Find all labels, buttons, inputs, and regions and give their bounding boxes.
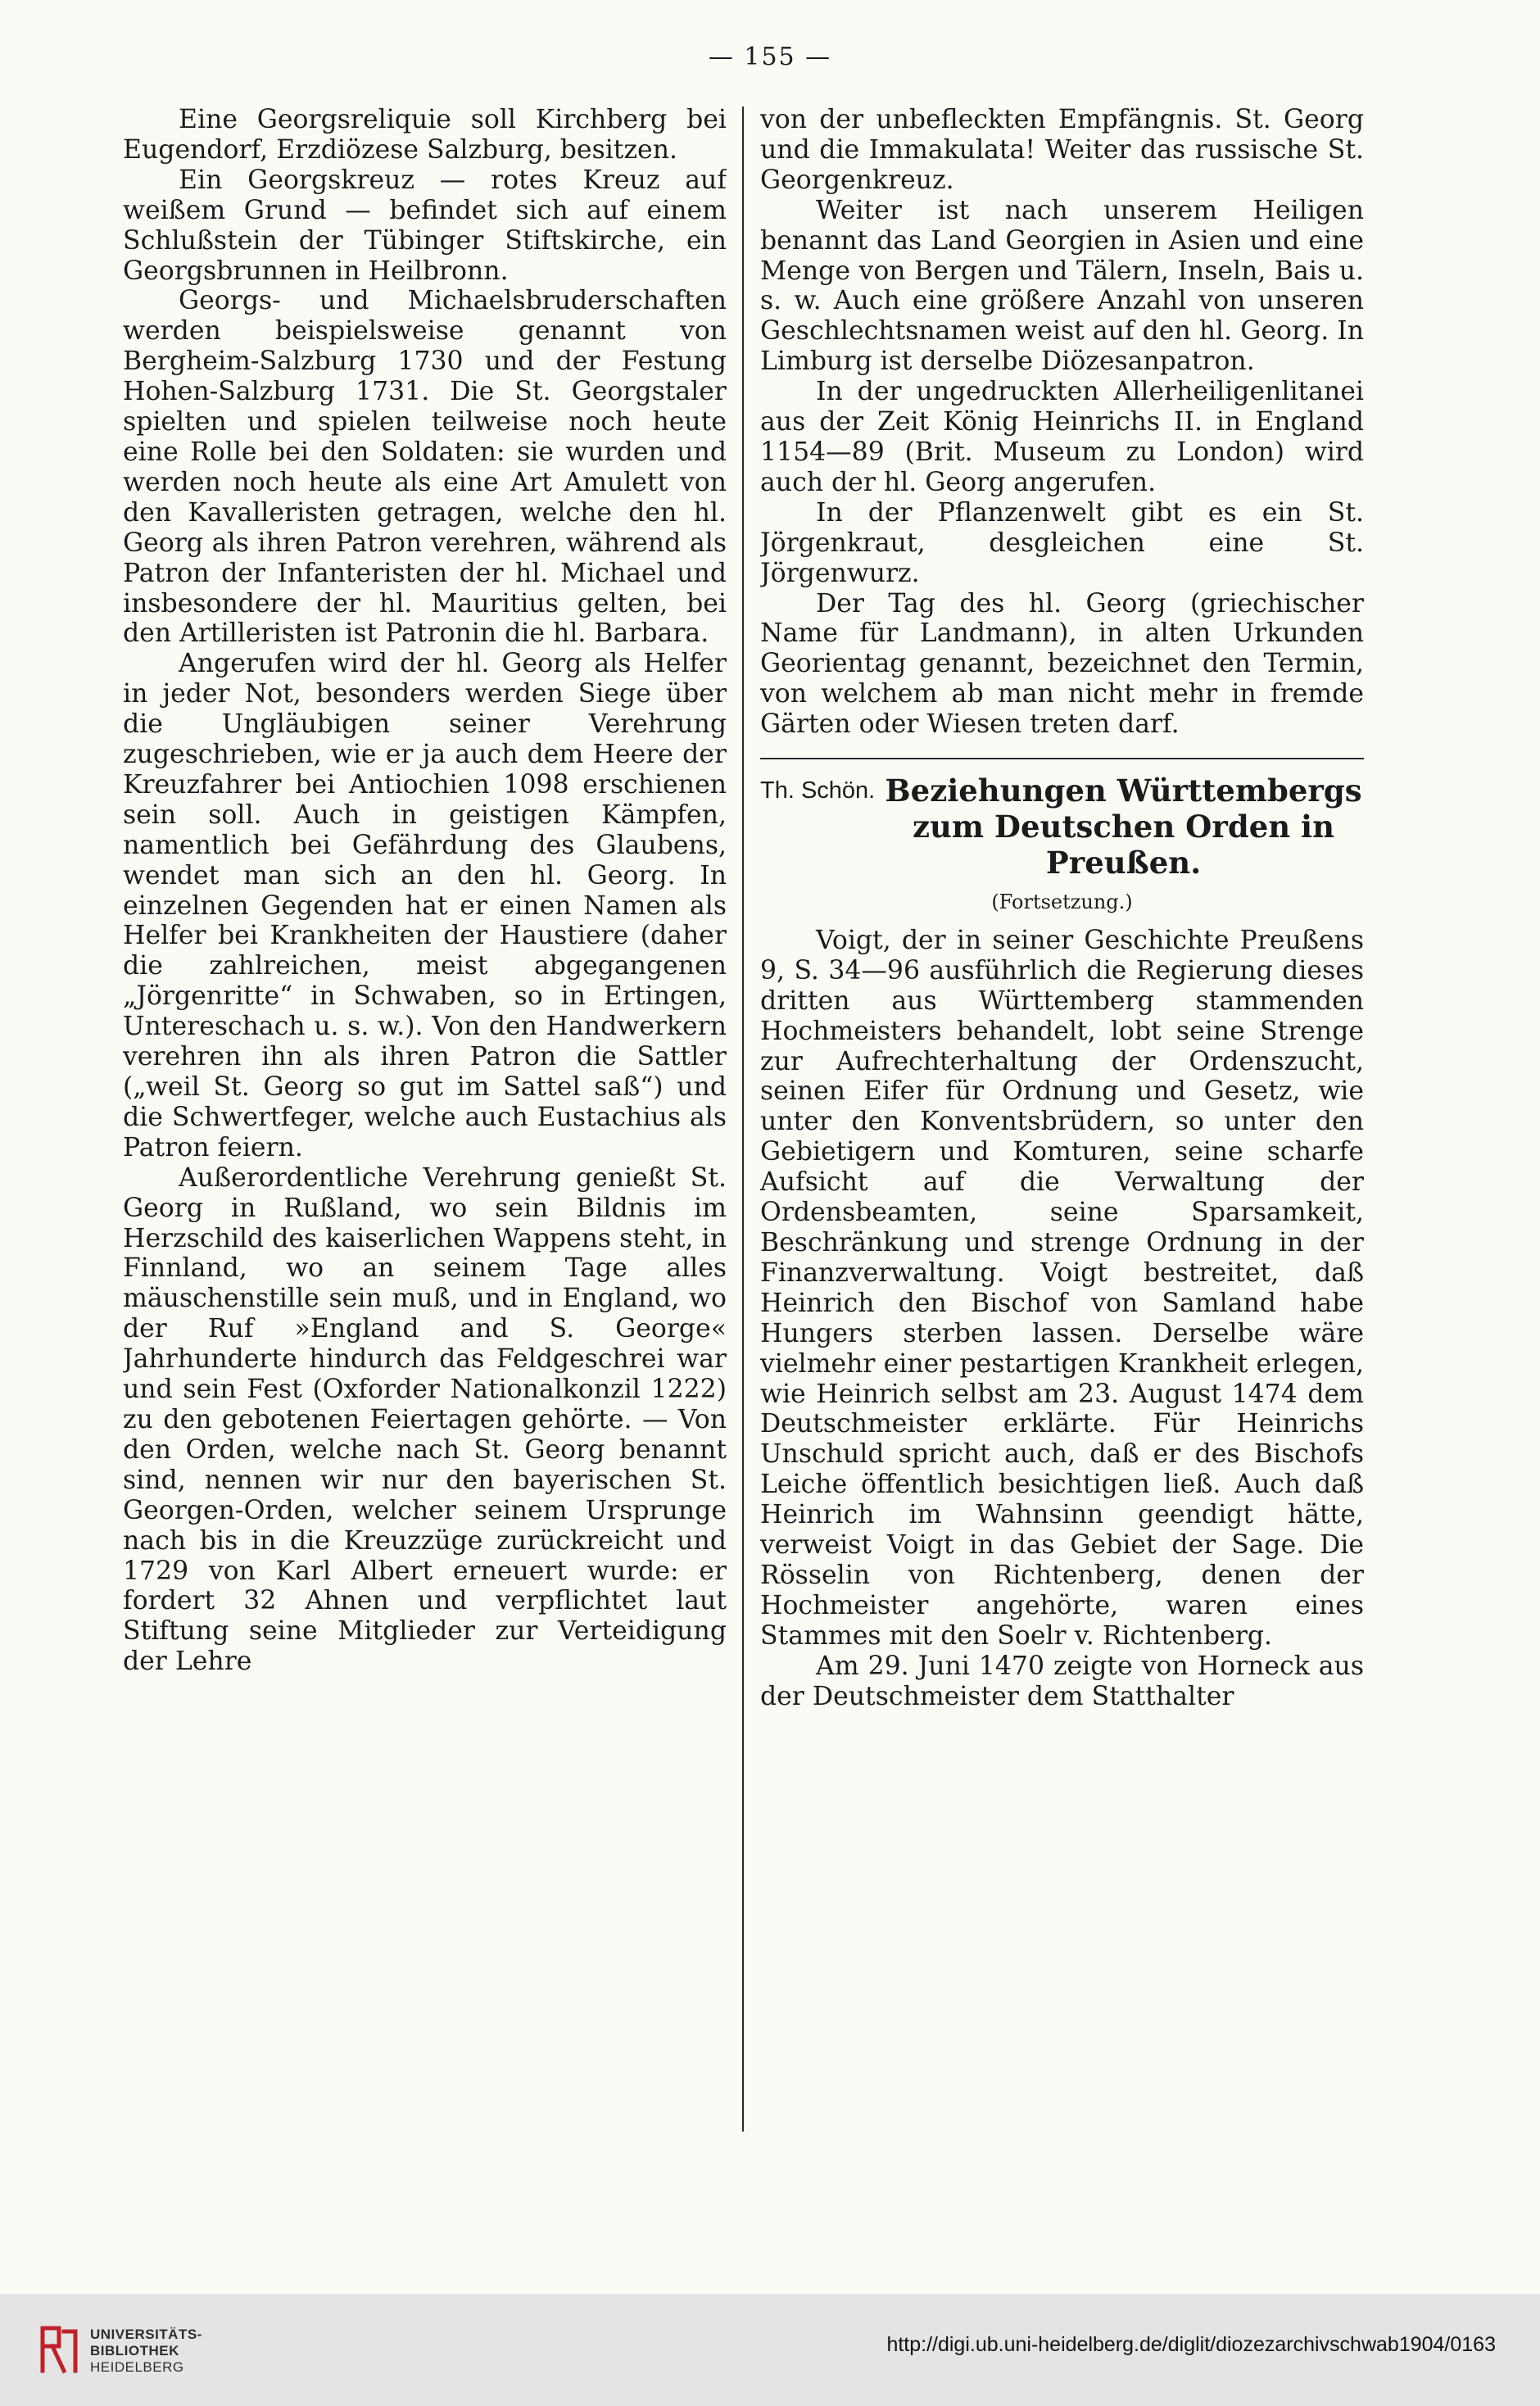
library-name-line: UNIVERSITÄTS- (90, 2327, 202, 2342)
right-column (760, 105, 1364, 2136)
paragraph: In der Pflanzenwelt gibt es ein St. Jörgenkraut, desgleichen eine St. Jörgenwurz. (760, 497, 1364, 588)
article-author: Th. Schön. (760, 777, 876, 804)
paragraph: In der ungedruckten Allerheiligenlitanei aus der Zeit König Heinrichs II. in England 1154—89 (Brit. Museum zu London) wird auch der hl. Georg angerufen. (760, 377, 1364, 497)
paragraph: von der unbefleckten Empfängnis. St. Georg und die Immakulata! Weiter das russische St. Georgenkreuz. (760, 105, 1364, 195)
column-divider (742, 106, 744, 2132)
library-name (90, 2327, 202, 2376)
footer-bar (0, 2294, 1540, 2406)
paragraph: Georgs- und Michaelsbruderschaften werden beispielsweise genannt von Bergheim-Salzburg 1730 und der Festung Hohen-Salzburg 1731. Die St. Georgstaler spielten und spielen teilweise noch heute eine Rolle bei den Soldaten: sie wurden und werden noch heute als eine Art Amulett von den Kavalleristen getragen, welche den hl. Georg als ihren Patron verehren, während als Patron der Infanteristen der hl. Michael und insbesondere der hl. Mauritius gelten, bei den Artilleristen ist Patronin die hl. Barbara. (123, 286, 727, 649)
article-continuation: (Fortsetzung.) (991, 890, 1133, 914)
library-name-line: HEIDELBERG (90, 2359, 184, 2375)
article-separator (760, 758, 1364, 759)
paragraph: Voigt, der in seiner Geschichte Preußens 9, S. 34—96 ausführlich die Regierung dieses dritten aus Württemberg stammenden Hochmeisters behandelt, lobt seine Strenge zur Aufrechterhaltung der Ordenszucht, seinen Eifer für Ordnung und Gesetz, wie unter den Konventsbrüdern, so unter den Gebietigern und Komturen, seine scharfe Aufsicht auf die Verwaltung der Ordensbeamten, seine Sparsamkeit, Beschränkung und strenge Ordnung in der Finanzverwaltung. Voigt bestreitet, daß Heinrich den Bischof von Samland habe Hungers sterben lassen. Derselbe wäre vielmehr einer pestartigen Krankheit erlegen, wie Heinrich selbst am 23. August 1474 dem Deutschmeister erklärte. Für Heinrichs Unschuld spricht auch, daß er des Bischofs Leiche öffentlich besichtigen ließ. Auch daß Heinrich im Wahnsinn geendigt hätte, verweist Voigt in das Gebiet der Sage. Die Rösselin von Richtenberg, denen der Hochmeister angehörte, waren eines Stammes mit den Soelr v. Richtenberg. (760, 925, 1364, 1651)
paragraph: Am 29. Juni 1470 zeigte von Horneck aus der Deutschmeister dem Statthalter (760, 1651, 1364, 1711)
library-logo-icon (34, 2323, 80, 2376)
source-url-link[interactable]: http://digi.ub.uni-heidelberg.de/diglit/diozezarchivschwab1904/0163 (886, 2333, 1496, 2356)
paragraph: Eine Georgsreliquie soll Kirchberg bei Eugendorf, Erzdiözese Salzburg, besitzen. (123, 105, 727, 165)
article-header (760, 773, 1364, 881)
library-name-line: BIBLIOTHEK (90, 2343, 179, 2358)
left-column (123, 105, 727, 2136)
paragraph: Weiter ist nach unserem Heiligen benannt das Land Georgien in Asien und eine Menge von Bergen und Tälern, Inseln, Bais u. s. w. Auch eine größere Anzahl von unseren Geschlechtsnamen weist auf den hl. Georg. In Limburg ist derselbe Diözesanpatron. (760, 195, 1364, 377)
paragraph: Außerordentliche Verehrung genießt St. Georg in Rußland, wo sein Bildnis im Herzschild des kaiserlichen Wappens steht, in Finnland, wo an seinem Tage alles mäuschenstille sein muß, und in England, wo der Ruf »England and S. George« Jahrhunderte hindurch das Feldgeschrei war und sein Fest (Oxforder Nationalkonzil 1222) zu den gebotenen Feiertagen gehörte. — Von den Orden, welche nach St. Georg benannt sind, nennen wir nur den bayerischen St. Georgen-Orden, welcher seinem Ursprunge nach bis in die Kreuzzüge zurückreicht und 1729 von Karl Albert erneuert wurde: er fordert 32 Ahnen und verpflichtet laut Stiftung seine Mitglieder zur Verteidigung der Lehre (123, 1162, 727, 1677)
paragraph: Ein Georgskreuz — rotes Kreuz auf weißem Grund — befindet sich auf einem Schlußstein der Tübinger Stiftskirche, ein Georgsbrunnen in Heilbronn. (123, 165, 727, 286)
paragraph: Der Tag des hl. Georg (griechischer Name für Landmann), in alten Urkunden Georientag genannt, bezeichnet den Termin, von welchem ab man nicht mehr in fremde Gärten oder Wiesen treten darf. (760, 588, 1364, 740)
article-title: Beziehungen Württembergs zum Deutschen Orden in Preußen. (885, 773, 1362, 881)
paragraph: Angerufen wird der hl. Georg als Helfer in jeder Not, besonders werden Siege über die Ungläubigen seiner Verehrung zugeschrieben, wie er ja auch dem Heere der Kreuzfahrer bei Antiochien 1098 erschienen sein soll. Auch in geistigen Kämpfen, namentlich bei Gefährdung des Glaubens, wendet man sich an den hl. Georg. In einzelnen Gegenden hat er einen Namen als Helfer bei Krankheiten der Haustiere (daher die zahlreichen, meist abgegangenen „Jörgenritte“ in Schwaben, so in Ertingen, Untereschach u. s. w.). Von den Handwerkern verehren ihn als ihren Patron die Sattler („weil St. Georg so gut im Sattel saß“) und die Schwertfeger, welche auch Eustachius als Patron feiern. (123, 649, 727, 1162)
page-number: — 155 — (708, 43, 832, 71)
